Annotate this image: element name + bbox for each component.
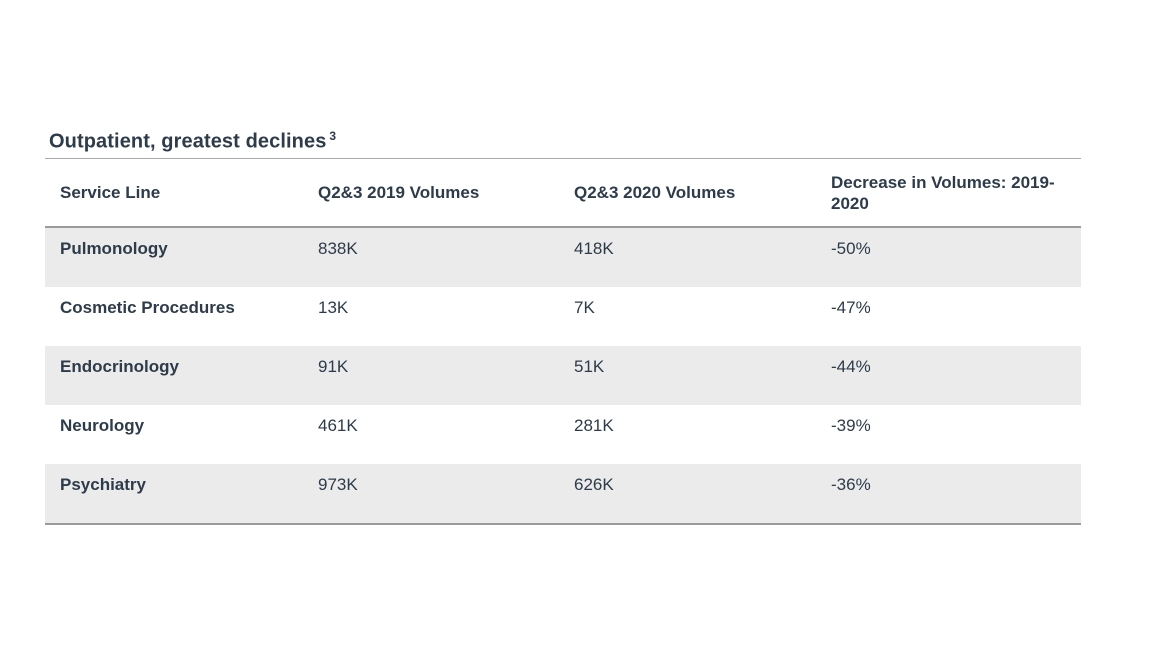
cell-2019-volume: 461K [318, 416, 358, 435]
cell-decrease: -39% [831, 416, 871, 435]
cell-service-line: Cosmetic Procedures [60, 298, 235, 317]
column-header-service-line: Service Line [60, 183, 161, 202]
table-row [45, 287, 1081, 346]
cell-2020-volume: 7K [574, 298, 595, 317]
cell-2019-volume: 91K [318, 357, 349, 376]
cell-service-line: Neurology [60, 416, 145, 435]
column-header-2020-volumes: Q2&3 2020 Volumes [574, 183, 736, 202]
table-header-row [45, 159, 1081, 228]
cell-2019-volume: 13K [318, 298, 349, 317]
footnote-marker: 3 [329, 129, 337, 143]
cell-2020-volume: 626K [574, 475, 614, 494]
cell-service-line: Pulmonology [60, 239, 168, 258]
table-row [45, 228, 1081, 287]
cell-2020-volume: 51K [574, 357, 605, 376]
cell-decrease: -44% [831, 357, 871, 376]
outpatient-declines-table [45, 158, 1081, 525]
cell-2019-volume: 973K [318, 475, 358, 494]
table-row [45, 346, 1081, 405]
cell-service-line: Psychiatry [60, 475, 146, 494]
table-row [45, 464, 1081, 523]
cell-decrease: -50% [831, 239, 871, 258]
page-title [49, 129, 336, 154]
cell-decrease: -36% [831, 475, 871, 494]
column-header-2019-volumes: Q2&3 2019 Volumes [318, 183, 480, 202]
cell-2020-volume: 281K [574, 416, 614, 435]
table-row [45, 405, 1081, 464]
cell-2020-volume: 418K [574, 239, 614, 258]
column-header-decrease: Decrease in Volumes: 2019-2020 [831, 172, 1055, 213]
cell-decrease: -47% [831, 298, 871, 317]
cell-service-line: Endocrinology [60, 357, 179, 376]
cell-2019-volume: 838K [318, 239, 358, 258]
page-title-text: Outpatient, greatest declines [49, 130, 327, 153]
